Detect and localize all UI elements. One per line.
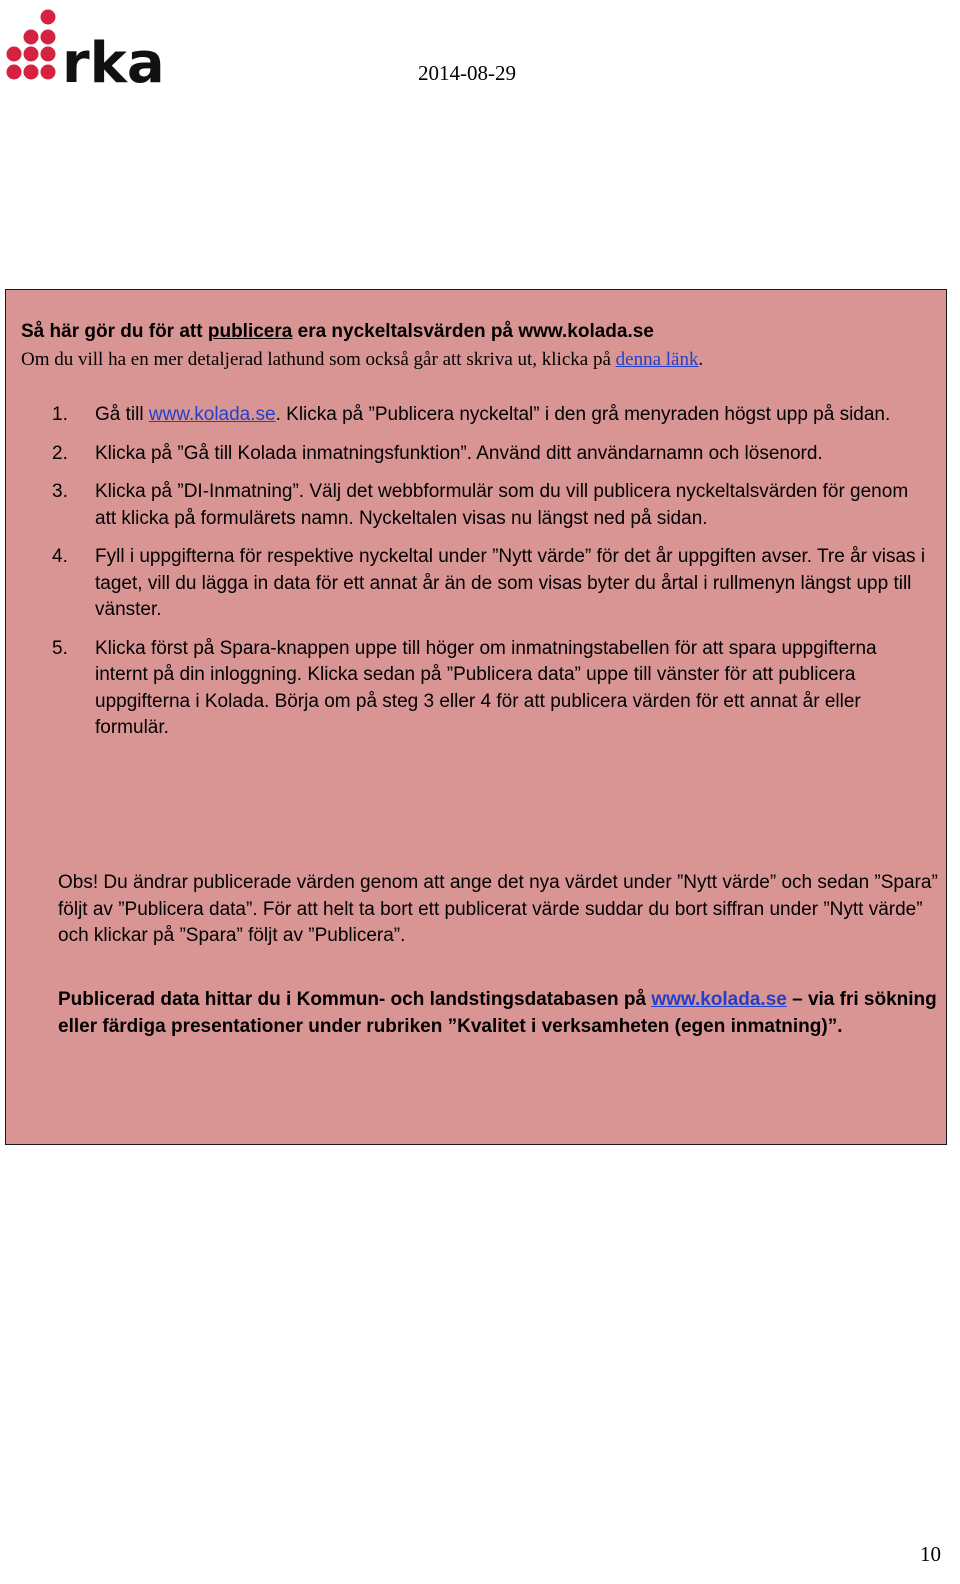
instruction-subtitle: Om du vill ha en mer detaljerad lathund som också går att skriva ut, klicka på denna länk. (21, 349, 704, 370)
page-number: 10 (920, 1542, 941, 1566)
denna-lank-link[interactable]: denna länk (615, 349, 699, 370)
document-date: 2014-08-29 (418, 61, 516, 85)
skl-logo (4, 6, 179, 86)
title-publicera-link[interactable]: publicera (207, 321, 293, 342)
step-1: 1. Gå till www.kolada.se. Klicka på ”Publicera nyckeltal” i den grå menyraden högst upp på sidan. (52, 404, 891, 425)
step-3: 3. Klicka på ”DI-Inmatning”. Välj det webbformulär som du vill publicera nyckeltalsvärden för genom att klicka på formulärets namn. Nyckeltalen visas nu längst ned på sidan. (52, 481, 909, 529)
logo-dots (7, 10, 56, 80)
step-5: 5. Klicka först på Spara-knappen uppe till höger om inmatningstabellen för att spara uppgifterna internt på din inloggning. Klicka sedan på ”Publicera data” uppe till vänster för att publicera uppgifterna i Kolada. Börja om på steg 3 eller 4 för att publicera värden för ett annat år eller formulär. (52, 637, 877, 738)
step-2: 2. Klicka på ”Gå till Kolada inmatningsfunktion”. Använd ditt användarnamn och lösenord. (52, 442, 823, 464)
obs-note: Obs! Du ändrar publicerade värden genom att ange det nya värdet under ”Nytt värde” och sedan ”Spara” följt av ”Publicera data”. För att helt ta bort ett publicerat värde suddar du bort siffran under ”Nytt värde” och klickar på ”Spara” följt av ”Publicera”. (58, 872, 938, 946)
final-note: Publicerad data hittar du i Kommun- och landstingsdatabasen på www.kolada.se – via fri sökning eller färdiga presentationer under rubriken ”Kvalitet i verksamheten (egen inmatning)”. (58, 989, 937, 1037)
kolada-link-step1[interactable]: www.kolada.se (148, 404, 276, 425)
steps-list (52, 402, 932, 754)
instruction-title: Så här gör du för att publicera era nyckeltalsvärden på www.kolada.se (21, 321, 654, 342)
kolada-link-final[interactable]: www.kolada.se (651, 989, 787, 1010)
step-4: 4. Fyll i uppgifterna för respektive nyckeltal under ”Nytt värde” för det år uppgiften avser. Tre år visas i taget, vill du lägga in data för ett annat år än de som visas byter du årtal i rullmenyn längst upp till vänster. (52, 546, 926, 620)
logo-mark (4, 6, 179, 86)
logo-text: rka (62, 31, 165, 86)
